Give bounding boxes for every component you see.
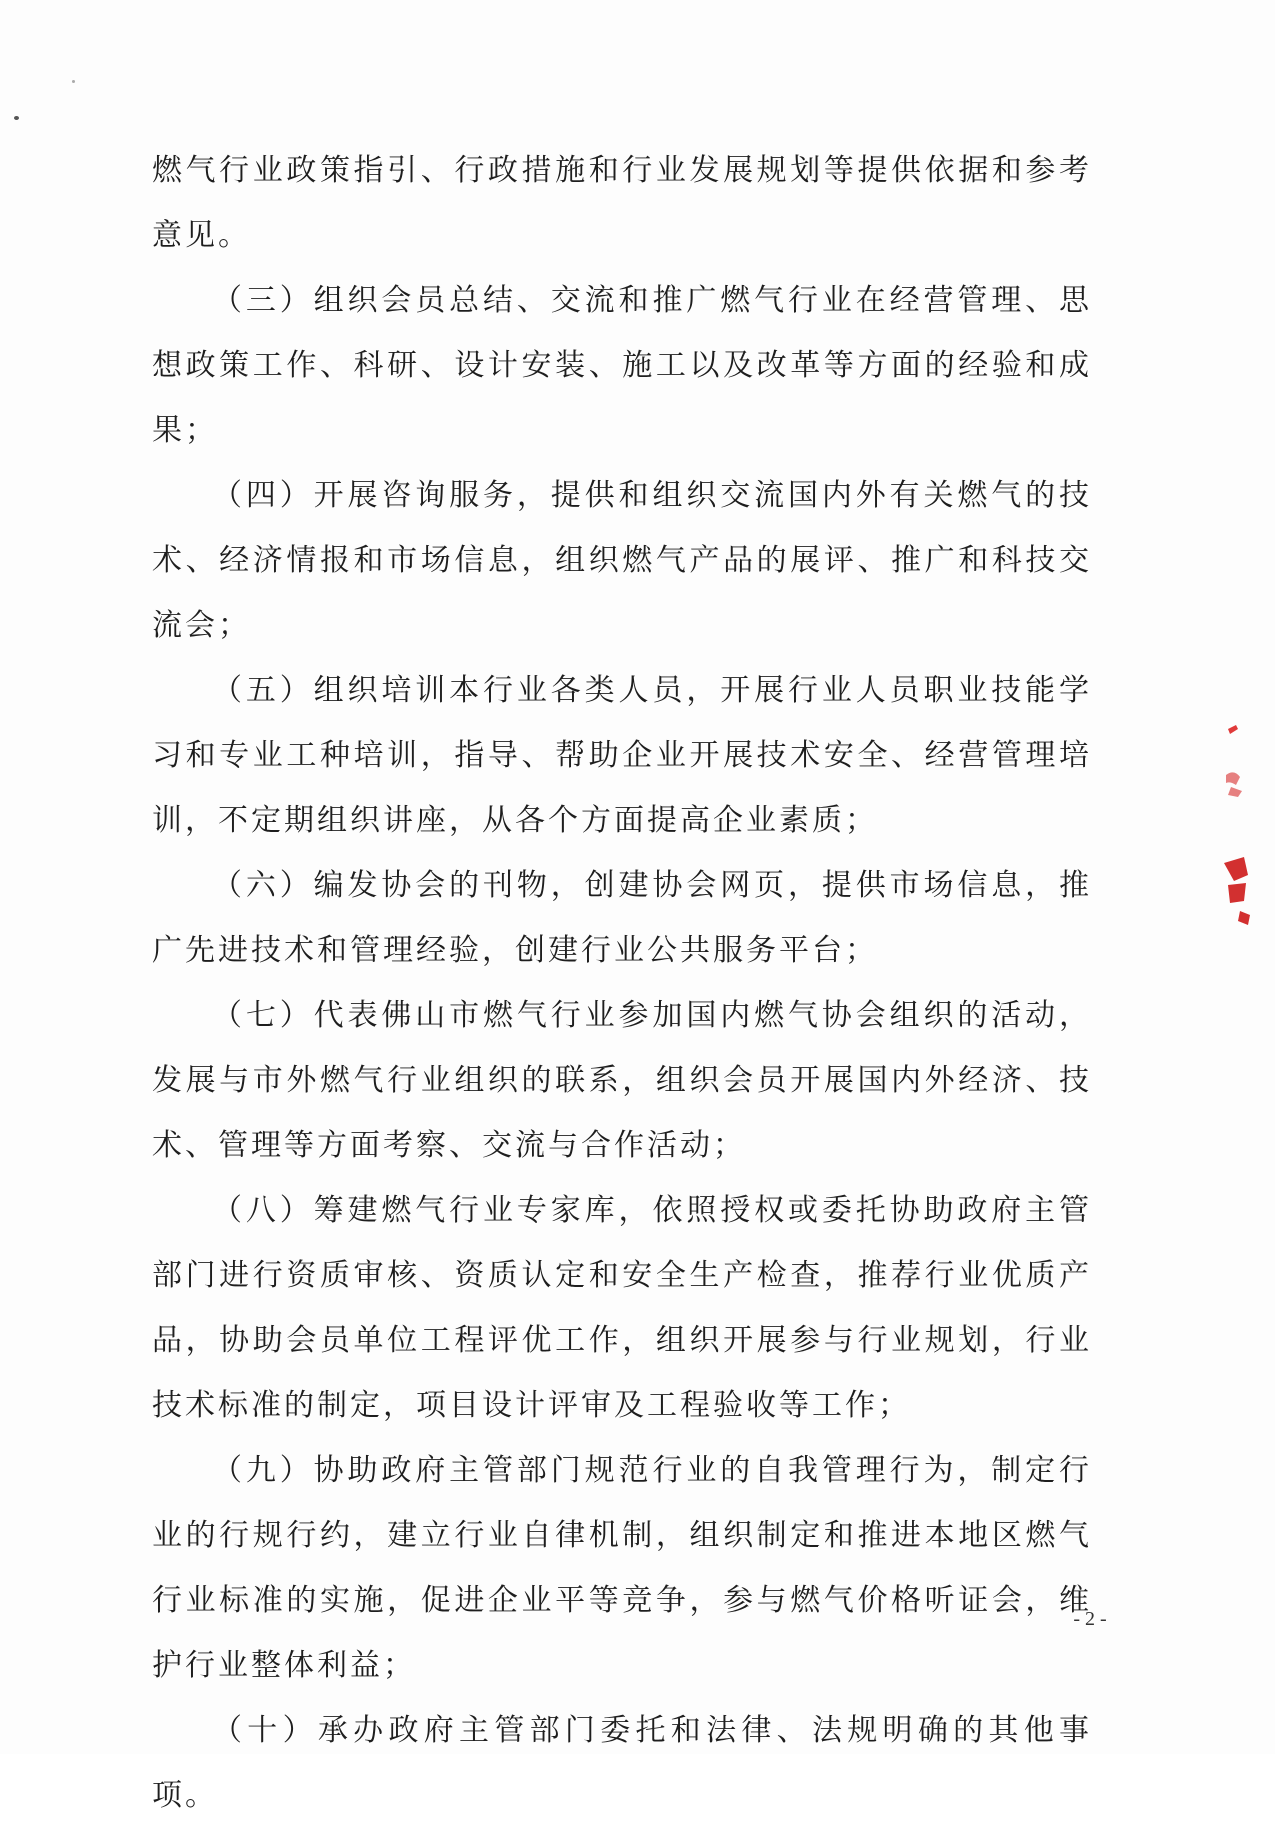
paragraph-item-3: （三）组织会员总结、交流和推广燃气行业在经营管理、思想政策工作、科研、设计安装、施工以及改革等方面的经验和成果； — [152, 283, 1092, 448]
paragraph-item-6: （六）编发协会的刊物，创建协会网页，提供市场信息，推广先进技术和管理经验，创建行业公共服务平台； — [152, 868, 1092, 968]
paragraph-item-7: （七）代表佛山市燃气行业参加国内燃气协会组织的活动，发展与市外燃气行业组织的联系，组织会员开展国内外经济、技术、管理等方面考察、交流与合作活动； — [152, 998, 1092, 1163]
paragraph-continuation: 燃气行业政策指引、行政措施和行业发展规划等提供依据和参考意见。 — [152, 153, 1092, 253]
paragraph-item-5: （五）组织培训本行业各类人员，开展行业人员职业技能学习和专业工种培训，指导、帮助企业开展技术安全、经营管理培训，不定期组织讲座，从各个方面提高企业素质； — [152, 673, 1092, 838]
page-number: - 2 - — [1073, 1608, 1107, 1630]
paragraph-item-4: （四）开展咨询服务，提供和组织交流国内外有关燃气的技术、经济情报和市场信息，组织燃气产品的展评、推广和科技交流会； — [152, 478, 1092, 643]
paragraph-item-8: （八）筹建燃气行业专家库，依照授权或委托协助政府主管部门进行资质审核、资质认定和安全生产检查，推荐行业优质产品，协助会员单位工程评优工作，组织开展参与行业规划，行业技术标准的制定，项目设计评审及工程验收等工作； — [152, 1193, 1092, 1423]
seal-stamp-fragment-icon — [1222, 725, 1252, 975]
document-body — [152, 138, 1092, 1828]
scan-speck — [14, 116, 19, 120]
paragraph-item-10: （十）承办政府主管部门委托和法律、法规明确的其他事项。 — [152, 1713, 1092, 1813]
scan-speck — [72, 80, 75, 83]
paragraph-item-9: （九）协助政府主管部门规范行业的自我管理行为，制定行业的行规行约，建立行业自律机制，组织制定和推进本地区燃气行业标准的实施，促进企业平等竞争，参与燃气价格听证会，维护行业整体利益； — [152, 1453, 1092, 1683]
